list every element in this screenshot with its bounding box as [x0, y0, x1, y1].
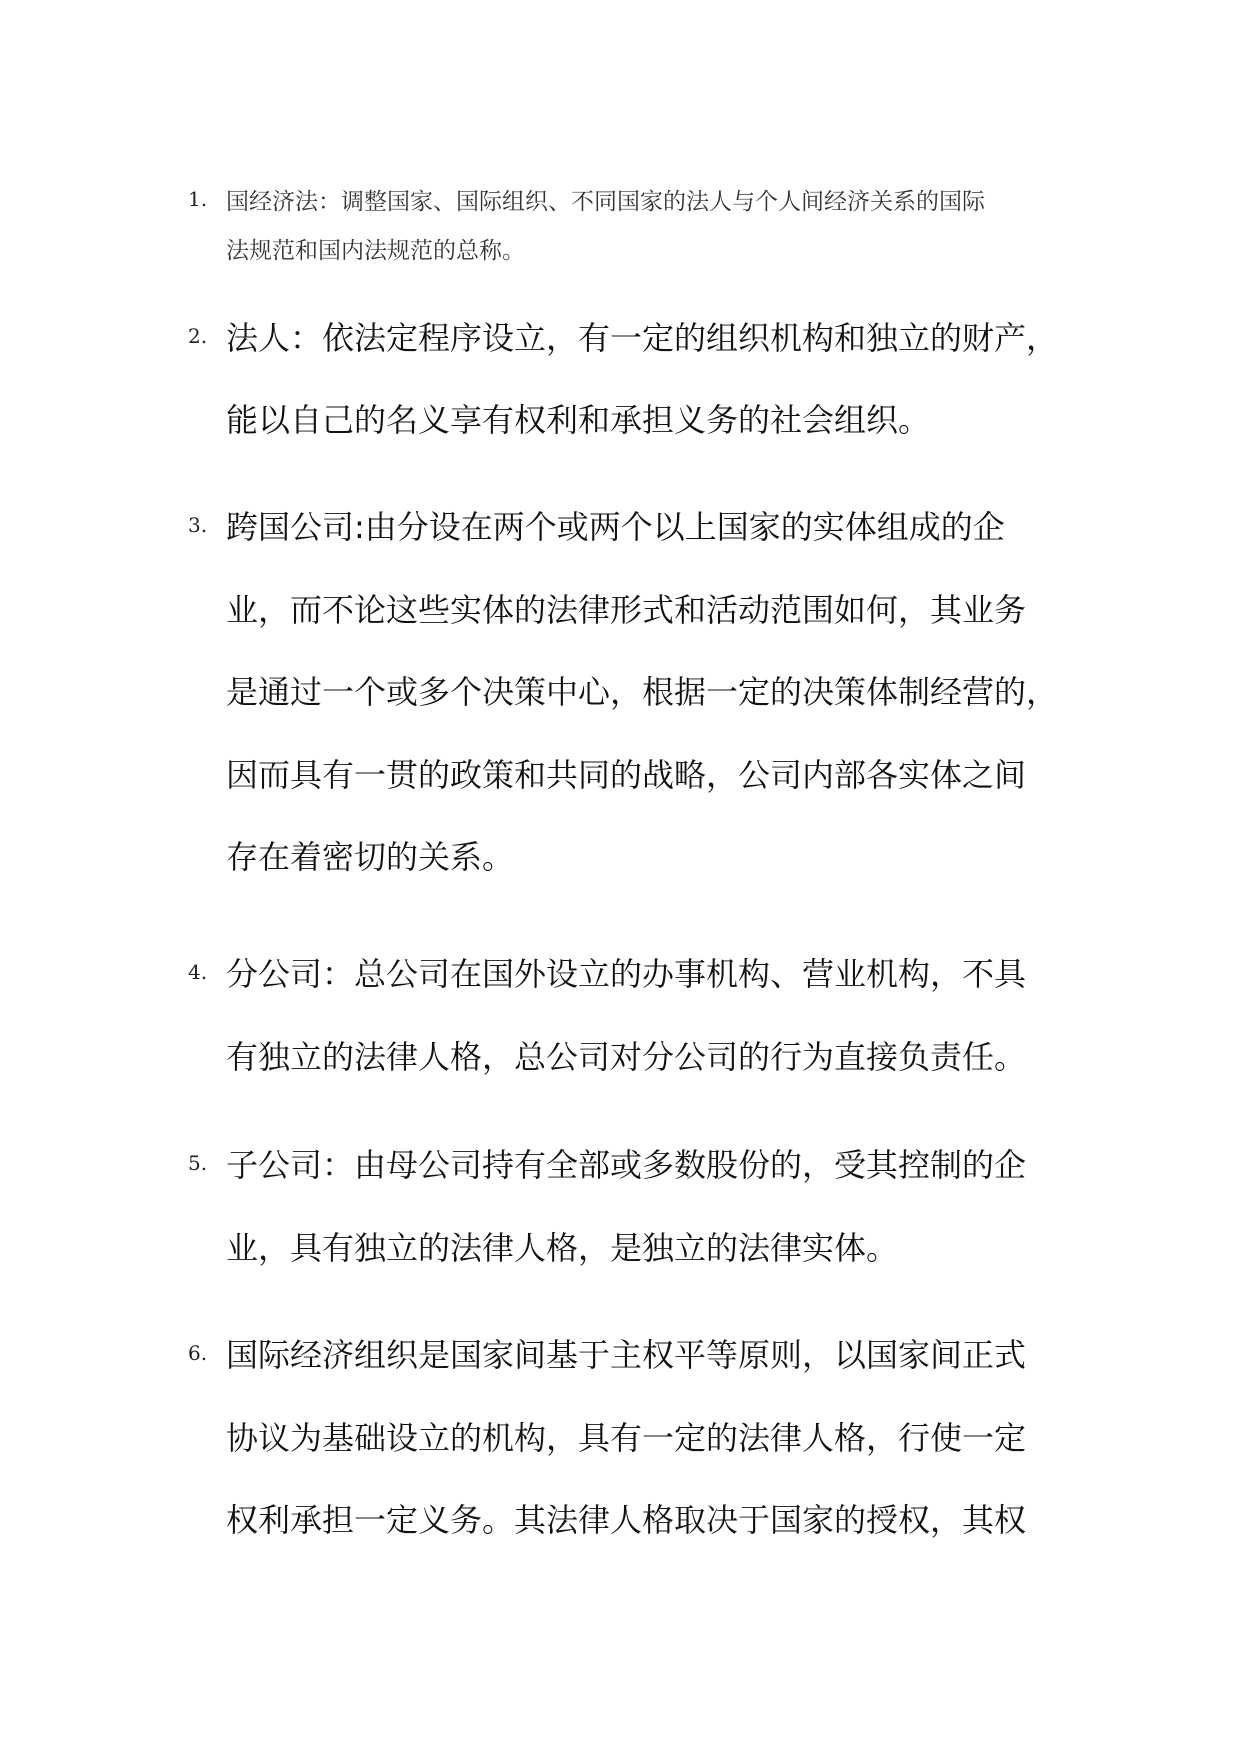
item-text-line: 业，具有独立的法律人格，是独立的法律实体。 — [226, 1229, 899, 1267]
item-text-line: 存在着密切的关系。 — [226, 838, 515, 876]
item-text-line: 分公司：总公司在国外设立的办事机构、营业机构，不具 — [226, 955, 1027, 993]
item-text-line: 能以自己的名义享有权利和承担义务的社会组织。 — [226, 401, 931, 439]
item-text-line: 国际经济组织是国家间基于主权平等原则，以国家间正式 — [226, 1336, 1027, 1374]
item-number: 6. — [188, 1341, 208, 1365]
item-text-line: 跨国公司:由分设在两个或两个以上国家的实体组成的企 — [226, 508, 1005, 546]
item-text-line: 因而具有一贯的政策和共同的战略，公司内部各实体之间 — [226, 756, 1027, 794]
item-text-line: 国经济法：调整国家、国际组织、不同国家的法人与个人间经济关系的国际 — [226, 189, 985, 215]
item-text-line: 业，而不论这些实体的法律形式和活动范围如何，其业务 — [226, 591, 1027, 629]
item-number: 5. — [188, 1151, 208, 1175]
item-text-line: 是通过一个或多个决策中心，根据一定的决策体制经营的， — [226, 673, 1059, 711]
item-text-line: 权利承担一定义务。其法律人格取决于国家的授权，其权 — [226, 1501, 1027, 1539]
item-number: 4. — [188, 960, 208, 984]
item-text-line: 法人：依法定程序设立，有一定的组织机构和独立的财产， — [226, 319, 1059, 357]
item-number: 3. — [188, 513, 208, 537]
item-text-line: 子公司：由母公司持有全部或多数股份的，受其控制的企 — [226, 1146, 1027, 1184]
item-text-line: 协议为基础设立的机构，具有一定的法律人格，行使一定 — [226, 1419, 1027, 1457]
item-number: 1. — [188, 187, 208, 211]
item-text-line: 法规范和国内法规范的总称。 — [226, 238, 525, 264]
item-number: 2. — [188, 324, 208, 348]
item-text-line: 有独立的法律人格，总公司对分公司的行为直接负责任。 — [226, 1038, 1027, 1076]
